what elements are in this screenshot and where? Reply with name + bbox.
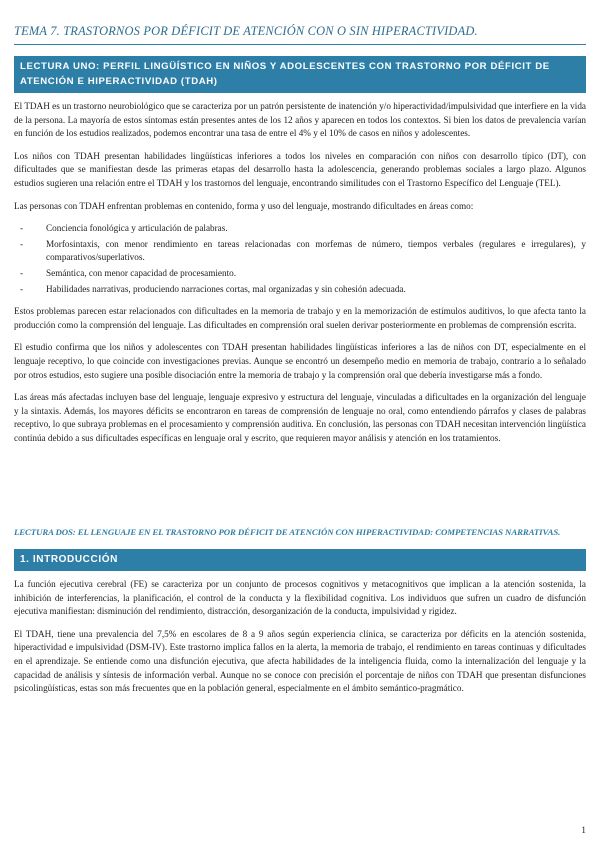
list-item: - Morfosintaxis, con menor rendimiento en tareas relacionadas con morfemas de número, tiempos verbales (regulares e irregulares), y comparativos/superlativos. [14,238,586,265]
paragraph: Las áreas más afectadas incluyen base del lenguaje, lenguaje expresivo y estructura del lenguaje, vinculadas a dificultades en la organización del lenguaje y la sintaxis. Además, los mayores déficits se encontraron en tareas de comprensión de lenguaje no oral, como entendiendo párrafos y clases de palabras receptivo, lo que subraya problemas en el procesamiento y comprensión auditiva. En conclusión, las personas con TDAH necesitan intervención lingüística continúa debido a sus dificultades específicas en lenguaje oral y escrito, que requieren mayor análisis y atención en los tratamientos. [14,392,586,443]
paragraph: El TDAH, tiene una prevalencia del 7,5% en escolares de 8 a 9 años según experiencia clínica, se caracteriza por déficits en la atención sostenida, hiperactividad e impulsividad (DSM-IV). Este trastorno implica fallos en la alerta, la memoria de trabajo, el rendimiento en tareas continuas y dificultades en el aprendizaje. Se entiende como una disfunción ejecutiva, que afecta habilidades de la inteligencia fluida, como la internalización del lenguaje y la capacidad de análisis y síntesis de información verbal. Aunque no se conoce con precisión el porcentaje de niños con TDAH que presentan disfunciones psicolingüísticas, estas son más frecuentes que en la población general, especialmente en el ámbito semántico-pragmático. [14,628,586,694]
section-body-lectura-uno [14,100,586,454]
section-body-introduccion [14,578,586,705]
paragraph: Estos problemas parecen estar relacionados con dificultades en la memoria de trabajo y en la memorización de estímulos auditivos, lo que afecta tanto la producción como la comprensión del lenguaje. Las dificultades en comprensión oral suelen derivar posteriormente en problemas de comprensión escrita. [14,306,586,330]
section-heading-lectura-uno: LECTURA UNO: PERFIL LINGÜÍSTICO EN NIÑOS Y ADOLESCENTES CON TRASTORNO POR DÉFICIT DE ATENCIÓN E HIPERACTIVIDAD (TDAH) [14,56,586,93]
bullet-list [14,222,586,296]
paragraph: La función ejecutiva cerebral (FE) se caracteriza por un conjunto de procesos cognitivos y metacognitivos que implican a la atención sostenida, la inhibición de interferencias, la planificación, el control de la conducta y la flexibilidad cognitiva. Los individuos que sufren un cuadro de disfunción ejecutiva manifiestan: disminución del rendimiento, distracción, desorganización de la conducta, impulsividad y rigidez. [14,579,586,617]
list-item: - Semántica, con menor capacidad de procesamiento. [14,267,586,281]
paragraph: El estudio confirma que los niños y adolescentes con TDAH presentan habilidades lingüísticas inferiores a las de niños con DT, especialmente en el lenguaje receptivo, lo que coincide con investigaciones previas. Aunque se encontró un desempeño medio en memoria de trabajo, contrario a lo señalado por otros estudios, esto sugiere una posible disociación entre la memoria de trabajo y la comprensión oral que debería investigarse más a fondo. [14,342,586,380]
section-heading-introduccion: 1. INTRODUCCIÓN [14,549,586,571]
paragraph: Las personas con TDAH enfrentan problemas en contenido, forma y uso del lenguaje, mostrando dificultades en áreas como: [14,200,474,211]
page-title: TEMA 7. TRASTORNOS POR DÉFICIT DE ATENCIÓN CON O SIN HIPERACTIVIDAD. [14,24,586,45]
list-item: - Conciencia fonológica y articulación de palabras. [14,222,586,236]
paragraph: El TDAH es un trastorno neurobiológico que se caracteriza por un patrón persistente de inatención y/o hiperactividad/impulsividad que interfiere en la vida de la persona. La mayoría de estos síntomas están presentes antes de los 12 años y aparecen en todos los contextos. Si bien los datos de prevalencia varían en función de los estudios realizados, podemos encontrar una tasa de entre el 4% y el 10% de casos en niños y adolescentes. [14,101,586,139]
list-item: - Habilidades narrativas, produciendo narraciones cortas, mal organizadas y sin cohesión adecuada. [14,283,586,297]
paragraph: Los niños con TDAH presentan habilidades lingüísticas inferiores a todos los niveles en comparación con niños con desarrollo típico (DT), con dificultades que se manifiestan desde las primeras etapas del desarrollo hasta la adolescencia, generando problemas sociales a largo plazo. Algunos estudios sugieren una relación entre el TDAH y los trastornos del lenguaje, encontrando similitudes con el Trastorno Específico del Lenguaje (TEL). [14,150,586,188]
page-number: 1 [581,826,586,836]
lectura-dos-heading: LECTURA DOS: EL LENGUAJE EN EL TRASTORNO POR DÉFICIT DE ATENCIÓN CON HIPERACTIVIDAD: COMPETENCIAS NARRATIVAS. [14,527,561,537]
